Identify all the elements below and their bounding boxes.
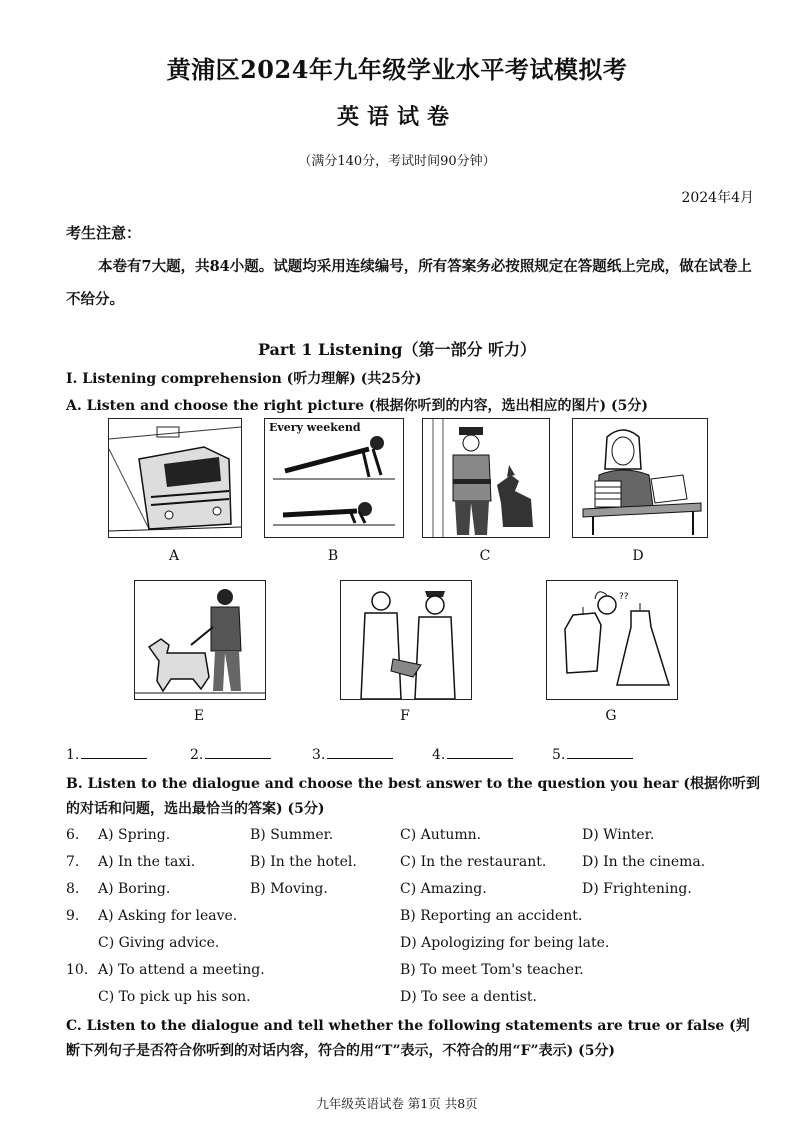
picture-c [422,418,550,538]
answer-blank-5[interactable] [552,746,633,763]
picture-d-label: D [632,548,644,564]
answer-blank-2[interactable] [190,746,271,763]
picture-e [134,580,266,700]
exam-date: 2024年4月 [681,190,754,206]
section-a-heading: A. Listen and choose the right picture (根据你听到的内容，选出相应的图片) (5分) [66,398,649,414]
picture-b-caption: Every weekend [269,421,361,434]
push-ups-icon [265,419,403,537]
page-title: 黄浦区2024年九年级学业水平考试模拟考 [166,55,628,84]
picture-a [108,418,242,538]
option[interactable]: C) To pick up his son. [98,989,251,1005]
option[interactable]: A) In the taxi. [98,854,196,870]
section-c-heading: C. Listen to the dialogue and tell whether the following statements are true or false (判断下列句子是否符合你听到的对话内容，符合的用“T”表示，不符合的用“F”表示) (5分) [66,1018,750,1059]
blank-number: 3. [312,747,326,763]
option[interactable]: B) To meet Tom's teacher. [400,962,584,978]
choosing-dress-icon [547,581,677,699]
answer-blank-4[interactable] [432,746,513,763]
page-footer: 九年级英语试卷 第1页 共8页 [316,1096,478,1111]
score-note: （满分140分，考试时间90分钟） [298,154,496,169]
question-number: 6. [66,827,80,843]
blank-number: 2. [190,747,204,763]
svg-text:??: ?? [619,592,629,602]
picture-g [546,580,678,700]
option[interactable]: B) In the hotel. [250,854,357,870]
handshake-icon [341,581,471,699]
option[interactable]: B) Summer. [250,827,334,843]
question-number: 10. [66,962,89,978]
answer-blank-3[interactable] [312,746,393,763]
picture-d [572,418,708,538]
option[interactable]: C) Amazing. [400,881,487,897]
tired-student-icon [573,419,707,537]
picture-c-label: C [479,548,491,564]
section-b-heading: B. Listen to the dialogue and choose the best answer to the question you hear (根据你听到的对话和问题，选出最恰当的答案) (5分) [66,776,760,817]
picture-g-label: G [605,708,617,724]
option[interactable]: D) Apologizing for being late. [400,935,610,951]
option[interactable]: D) In the cinema. [582,854,706,870]
option[interactable]: D) Frightening. [582,881,692,897]
picture-b-label: B [327,548,339,564]
guide-dog-icon [135,581,265,699]
section-i-heading: I. Listening comprehension (听力理解) (共25分) [66,371,422,387]
answer-blank-1[interactable] [66,746,147,763]
paper-subtitle: 英语试卷 [336,104,457,130]
option[interactable]: B) Reporting an accident. [400,908,583,924]
option[interactable]: C) Giving advice. [98,935,220,951]
blank-number: 4. [432,747,446,763]
option[interactable]: A) Spring. [98,827,171,843]
option[interactable]: C) In the restaurant. [400,854,547,870]
picture-a-label: A [168,548,180,564]
part-title: Part 1 Listening（第一部分 听力） [257,340,537,359]
picture-e-label: E [193,708,205,724]
picture-f [340,580,472,700]
notice-body: 本卷有7大题，共84小题。试题均采用连续编号，所有答案务必按照规定在答题纸上完成，做在试卷上不给分。 [66,258,752,308]
blank-number: 1. [66,747,80,763]
subway-train-icon [109,419,241,537]
option[interactable]: C) Autumn. [400,827,482,843]
blank-number: 5. [552,747,566,763]
notice-heading: 考生注意： [66,224,142,242]
question-number: 8. [66,881,80,897]
picture-b [264,418,404,538]
option[interactable]: A) Asking for leave. [98,908,238,924]
picture-f-label: F [400,708,410,724]
option[interactable]: D) To see a dentist. [400,989,537,1005]
police-dog-icon [423,419,549,537]
option[interactable]: A) Boring. [98,881,171,897]
option[interactable]: A) To attend a meeting. [98,962,265,978]
question-number: 7. [66,854,80,870]
question-number: 9. [66,908,80,924]
option[interactable]: D) Winter. [582,827,655,843]
option[interactable]: B) Moving. [250,881,328,897]
